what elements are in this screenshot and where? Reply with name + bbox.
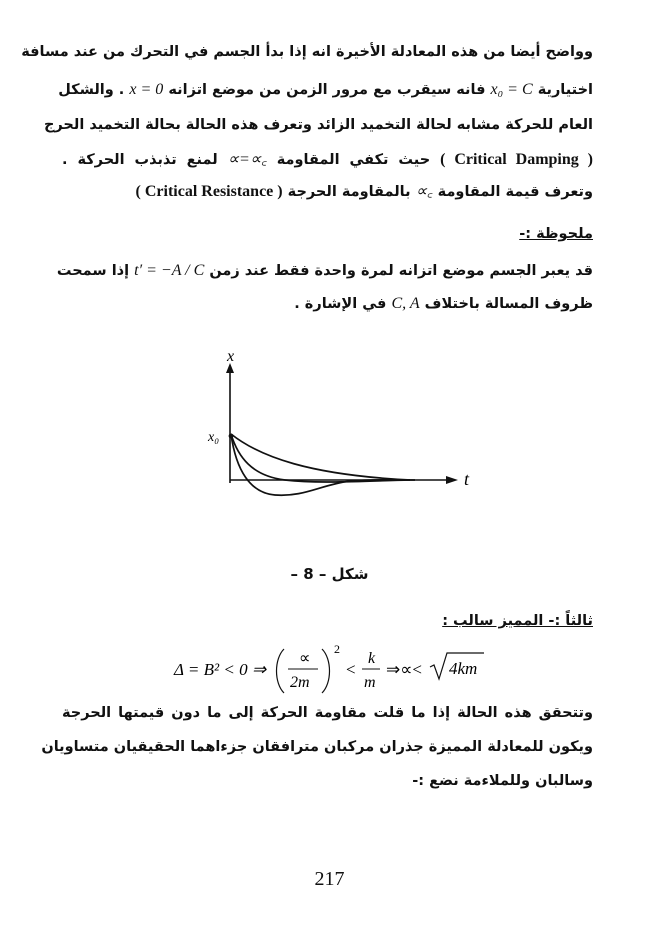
curve-critical bbox=[231, 434, 410, 482]
frac1-den: 2m bbox=[290, 674, 310, 691]
para1-line4: ( Critical Damping ) حيث تكفي المقاومة ∝=∝꜀ لمنع تذبذب الحركة . bbox=[62, 151, 593, 168]
formula-lhs: Δ = B² < 0 ⇒ bbox=[174, 660, 267, 679]
figure-caption: شكل – 8 – bbox=[290, 565, 369, 583]
x-axis-arrow bbox=[446, 476, 458, 484]
x-equals-zero: x = 0 bbox=[129, 81, 164, 98]
para1-line2: اختيارية x₀ = C فانه سيقرب مع مرور الزمن من موضع اتزانه x = 0 . والشكل bbox=[58, 81, 593, 98]
sqrt-arg: 4km bbox=[449, 659, 478, 678]
page-number: 217 bbox=[314, 868, 345, 890]
damping-figure bbox=[190, 345, 490, 505]
section3-line2: ويكون للمعادلة المميزة جذران مركبان مترافقان جزءاهما الحقيقيان متساويان bbox=[41, 739, 593, 755]
frac2-num: k bbox=[368, 650, 376, 667]
para1-line5: وتعرف قيمة المقاومة ∝꜀ بالمقاومة الحرجة ( Critical Resistance ) bbox=[135, 183, 593, 200]
note-line1: قد يعبر الجسم موضع اتزانه لمرة واحدة فقط عند زمن t′ = −A / C إذا سمحت bbox=[56, 262, 593, 279]
section3-line1: وتتحقق هذه الحالة إذا ما قلت مقاومة الحركة إلى ما دون قيمتها الحرجة bbox=[62, 705, 593, 721]
formula-lt: < bbox=[346, 660, 356, 679]
x0-label: x₀ bbox=[208, 430, 220, 445]
note-heading: ملحوظة :- bbox=[519, 226, 593, 242]
discriminant-formula bbox=[172, 645, 492, 695]
formula-exponent: 2 bbox=[334, 645, 340, 656]
section3-heading: ثالثاً :- المميز سالب : bbox=[442, 613, 593, 629]
section3-line3: وسالبان وللملاءمة نضع :- bbox=[412, 773, 593, 789]
curve-crossing bbox=[231, 434, 415, 495]
curve-overdamped bbox=[231, 434, 410, 480]
y-axis-label: x bbox=[227, 348, 235, 365]
formula-rhs: ⇒∝< bbox=[386, 660, 422, 679]
x-axis-label: t bbox=[464, 469, 470, 489]
para1-line3: العام للحركة مشابه لحالة التخميد الزائد وتعرف هذه الحالة بحالة التخميد الحرج bbox=[43, 117, 593, 133]
frac2-den: m bbox=[364, 674, 376, 691]
note-line2: ظروف المسالة باختلاف C, A في الإشارة . bbox=[294, 295, 593, 312]
damping-plot bbox=[190, 345, 490, 505]
para1-line1: وواضح أيضا من هذه المعادلة الأخيرة انه إذا بدأ الجسم في التحرك من عند مسافة bbox=[21, 44, 593, 60]
x0-equals-c: x₀ = C bbox=[490, 81, 533, 98]
frac1-num: ∝ bbox=[299, 650, 311, 667]
